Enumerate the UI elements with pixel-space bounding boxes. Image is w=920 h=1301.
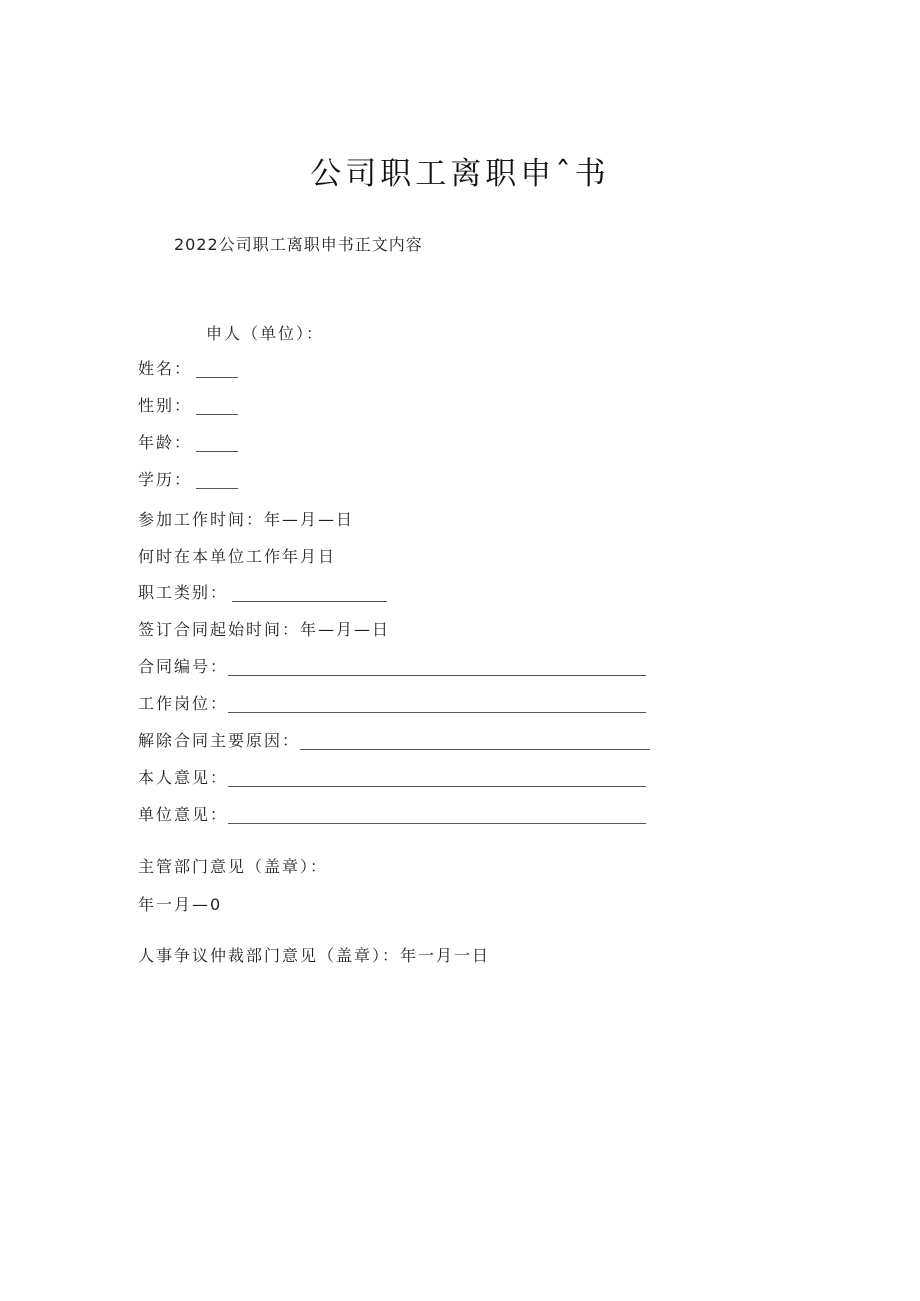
field-label: 年龄： (138, 433, 193, 452)
field-label: 性别： (138, 396, 193, 415)
applicant-label: 申人（单位）： (206, 324, 325, 343)
blank-line (196, 435, 238, 452)
field-label: 合同编号： (138, 657, 229, 676)
field-job-position (138, 692, 646, 714)
blank-line (228, 770, 646, 787)
field-label: 本人意见： (138, 768, 229, 787)
supervisor-opinion-label: 主管部门意见（盖章）： (138, 857, 329, 876)
field-unit-work-date (138, 545, 336, 567)
blank-line (232, 585, 387, 602)
field-contract-start-date (138, 618, 390, 640)
blank-line (228, 807, 646, 824)
field-gender (138, 394, 238, 416)
field-name (138, 357, 238, 379)
document-subtitle: 2022公司职工离职申书正文内容 (174, 235, 423, 254)
field-education (138, 468, 238, 490)
field-label: 职工类别： (138, 583, 229, 602)
field-label: 姓名： (138, 359, 193, 378)
field-personal-opinion (138, 766, 646, 788)
blank-line (196, 398, 238, 415)
field-label: 单位意见： (138, 805, 229, 824)
field-unit-opinion (138, 803, 646, 825)
field-label: 签订合同起始时间：年—月—日 (138, 620, 391, 639)
field-label: 解除合同主要原因： (138, 731, 301, 750)
field-label: 参加工作时间：年—月—日 (138, 510, 355, 529)
arbitration-opinion (138, 944, 490, 966)
field-contract-number (138, 655, 646, 677)
document-title: 公司职工离职申ˆ书 (310, 156, 610, 192)
blank-line (300, 733, 650, 750)
field-label: 学历： (138, 470, 193, 489)
field-work-start-date (138, 508, 354, 530)
supervisor-date (138, 893, 222, 915)
field-termination-reason (138, 729, 650, 751)
field-age (138, 431, 238, 453)
blank-line (196, 361, 238, 378)
supervisor-date-label: 年一月—0 (138, 895, 223, 914)
blank-line (228, 659, 646, 676)
supervisor-opinion (138, 855, 328, 877)
field-label: 何时在本单位工作年月日 (138, 547, 337, 566)
blank-line (196, 472, 238, 489)
blank-line (228, 696, 646, 713)
field-label: 工作岗位： (138, 694, 229, 713)
field-employee-category (138, 581, 387, 603)
arbitration-opinion-label: 人事争议仲裁部门意见（盖章）：年一月一日 (138, 946, 491, 965)
